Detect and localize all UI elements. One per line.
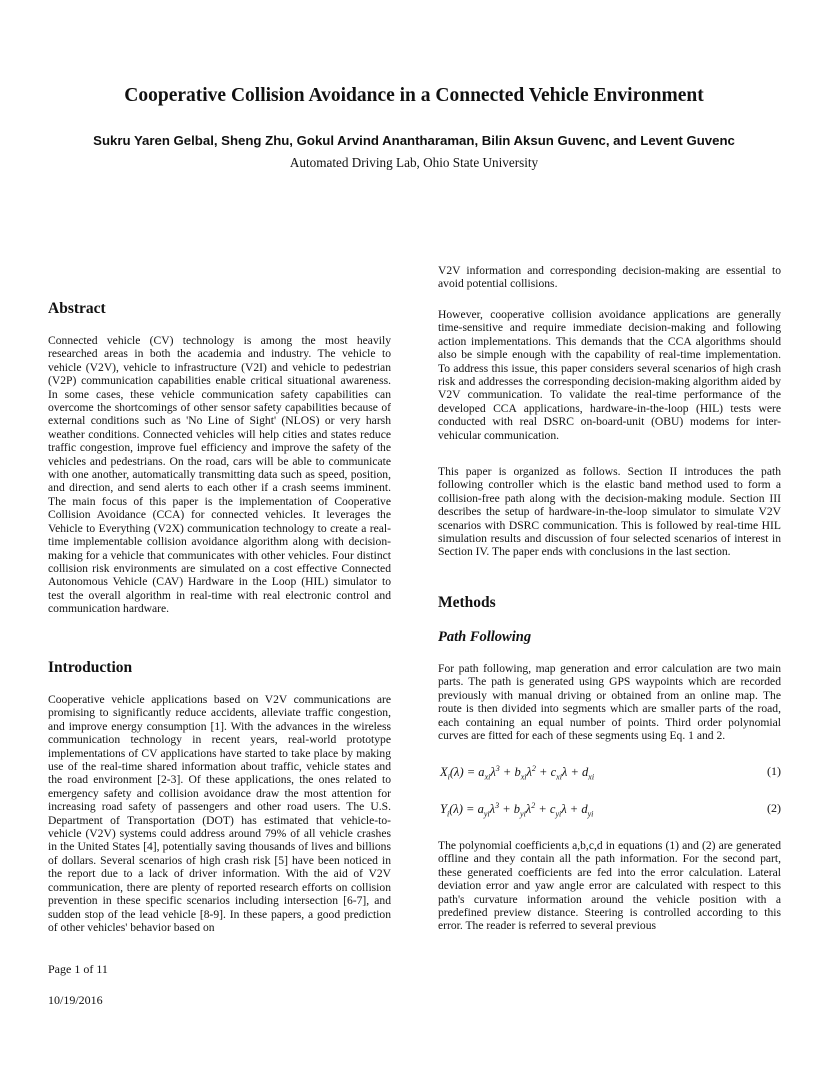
methods-heading: Methods bbox=[438, 594, 496, 611]
abstract-section bbox=[48, 300, 391, 318]
author-list: Sukru Yaren Gelbal, Sheng Zhu, Gokul Arvind Anantharaman, Bilin Aksun Guvenc, and Levent Guvenc bbox=[93, 133, 735, 148]
introduction-heading: Introduction bbox=[48, 659, 133, 676]
intro-continued-2 bbox=[438, 308, 781, 442]
introduction-section bbox=[48, 659, 391, 677]
methods-section bbox=[438, 594, 781, 612]
introduction-body bbox=[48, 693, 391, 934]
intro-continued-text-2: However, cooperative collision avoidance applications are generally time-sensitive and require immediate decision-making and following action implementations. This demands that the CCA algorithms should also be simple enough with the capability of real-time implementation. To address this issue, this paper considers several scenarios of high crash risk and addresses the corresponding decision-making algorithm aided by V2V communication. To validate the real-time performance of the developed CCA applications, hardware-in-the-loop (HIL) tests were conducted with real DSRC on-board-unit (OBU) modems for inter-vehicular communication. bbox=[438, 308, 781, 442]
path-following-body-1 bbox=[438, 662, 781, 742]
abstract-text: Connected vehicle (CV) technology is among the most heavily researched areas in both the academia and industry. The vehicle to vehicle (V2V), vehicle to infrastructure (V2I) and vehicle to pedestrian (V2P) communication capabilities enable critical situational awareness. In some cases, these vehicle communication safety capabilities can overcome the shortcomings of other sensor safety capabilities because of external conditions such as 'No Line of Sight' (NLOS) or very harsh weather conditions. Connected vehicles will help cities and states reduce traffic congestion, improve fuel efficiency and improve the safety of the vehicles and pedestrians. On the road, cars will be able to communicate with one another, automatically transmitting data such as speed, position, and direction, and send alerts to each other if a crash seems imminent. The main focus of this paper is the implementation of Cooperative Collision Avoidance (CCA) for connected vehicles. It leverages the Vehicle to Everything (V2X) communication technology to create a real-time implementable collision avoidance algorithm along with decision-making for a vehicle that communicates with other vehicles. Four distinct collision risk environments are simulated on a cost effective Connected Autonomous Vehicle (CAV) Hardware in the Loop (HIL) simulator to test the overall algorithm in real-time with real electronic control and communication hardware. bbox=[48, 334, 391, 616]
path-following-body-2 bbox=[438, 839, 781, 933]
equation-2-number: (2) bbox=[767, 801, 781, 815]
introduction-text: Cooperative vehicle applications based on V2V communications are promising to significantly reduce accidents, alleviate traffic congestion, and improve energy consumption [1]. With the advances in the wireless communication technology in recent years, real-world prototype implementations of CV applications have started to take place by making use of the real-time shared information about traffic, vehicle states and the road environment [2-3]. Of these applications, the ones related to emergency safety and collision avoidance draw the most attention for increasing road safety of passengers and other road users. The U.S. Department of Transportation (DOT) has estimated that vehicle-to-vehicle (V2V) systems could address around 79% of all vehicle crashes in the United States [4], potentially saving thousands of lives and billions of dollars. Several scenarios of high crash risk [5] have been noticed in the report due to a lack of driver information. With the aid of V2V communication, there are plenty of reported research efforts on collision prevention in these specific scenarios including intersection [6-7], and sudden stop of the lead vehicle [8-9]. In these papers, a good prediction of other vehicles' behavior based on bbox=[48, 693, 391, 934]
path-following-heading: Path Following bbox=[438, 629, 532, 645]
affiliation: Automated Driving Lab, Ohio State University bbox=[289, 155, 539, 170]
equation-2-formula: $Y_i(\lambda) = a_{yi}\lambda^3 + b_{yi}\lambda^2 + c_{yi}\lambda + d_{yi}$ bbox=[440, 801, 594, 819]
intro-continued-1 bbox=[438, 264, 781, 291]
equation-1 bbox=[438, 764, 781, 782]
page-number: Page 1 of 11 bbox=[48, 962, 108, 976]
abstract-heading: Abstract bbox=[48, 300, 106, 317]
document-date: 10/19/2016 bbox=[48, 993, 103, 1007]
intro-continued-text-1: V2V information and corresponding decision-making are essential to avoid potential collisions. bbox=[438, 264, 781, 291]
intro-continued-3 bbox=[438, 465, 781, 559]
equation-2 bbox=[438, 801, 781, 819]
intro-continued-text-3: This paper is organized as follows. Section II introduces the path following controller which is the elastic band method used to form a collision-free path along with the decision-making module. Section III describes the setup of hardware-in-the-loop simulator to simulate V2V scenarios with DSRC communication. This is followed by real-time HIL simulation results and discussion of four selected scenarios of interest in Section IV. The paper ends with conclusions in the last section. bbox=[438, 465, 781, 559]
paper-title: Cooperative Collision Avoidance in a Connected Vehicle Environment bbox=[124, 85, 704, 106]
path-following-section bbox=[438, 628, 781, 646]
path-following-text-2: The polynomial coefficients a,b,c,d in equations (1) and (2) are generated offline and they contain all the path information. For the second part, these generated coefficients are fed into the error calculation. Lateral deviation error and yaw angle error are calculated with respect to this path's curvature information around the vehicle position with a predefined preview distance. Steering is controlled according to this error. The reader is referred to several previous bbox=[438, 839, 781, 933]
abstract-body bbox=[48, 334, 391, 616]
equation-1-number: (1) bbox=[767, 764, 781, 778]
path-following-text-1: For path following, map generation and error calculation are two main parts. The path is generated using GPS waypoints which are recorded previously with manual driving or obtained from an online map. The route is then divided into segments which are smaller parts of the road, each containing an equal number of points. Third order polynomial curves are fitted for each of these segments using Eq. 1 and 2. bbox=[438, 662, 781, 743]
equation-1-formula: $X_i(\lambda) = a_{xi}\lambda^3 + b_{xi}\lambda^2 + c_{xi}\lambda + d_{xi}$ bbox=[440, 764, 595, 782]
